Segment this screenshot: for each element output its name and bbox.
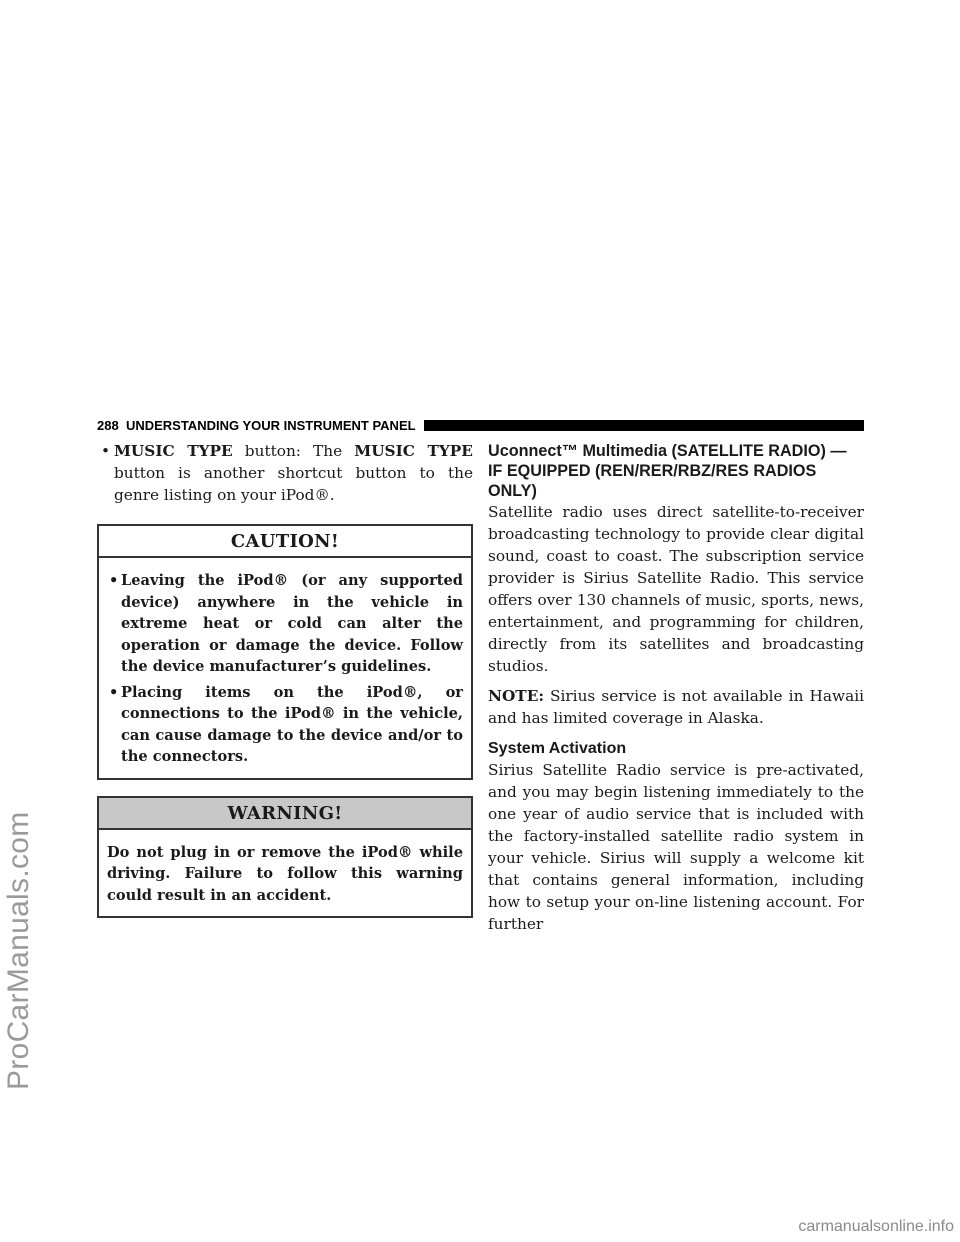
caution-title: CAUTION! — [99, 526, 471, 558]
section-title: UNDERSTANDING YOUR INSTRUMENT PANEL — [125, 417, 416, 433]
side-watermark: ProCarManuals.com — [2, 811, 35, 1090]
caution-item — [107, 682, 463, 768]
page-number: 288 — [97, 417, 119, 433]
page-header — [97, 416, 864, 434]
bullet-mark: • — [109, 572, 119, 589]
activation-paragraph: Sirius Satellite Radio service is pre-activated, and you may begin listening immediately to the one year of audio service that is included with the factory-installed satellite radio system in your vehicle. Sirius will supply a welcome kit that contains general information, including how to setup your on-line listening account. For further — [488, 761, 864, 933]
music-type-label-2: MUSIC TYPE — [354, 442, 473, 460]
caution-item-text: Placing items on the iPod®, or connections to the iPod® in the vehicle, can cause damage to the device and/or to the connectors. — [121, 683, 463, 765]
warning-text: Do not plug in or remove the iPod® while driving. Failure to follow this warning could result in an accident. — [107, 843, 463, 904]
section-heading: Uconnect™ Multimedia (SATELLITE RADIO) — IF EQUIPPED (REN/RER/RBZ/RES RADIOS ONLY) — [488, 442, 847, 500]
music-type-bullet — [97, 440, 473, 506]
warning-title: WARNING! — [99, 798, 471, 830]
music-type-label: MUSIC TYPE — [114, 442, 233, 460]
note-paragraph — [488, 685, 864, 729]
bullet-text-rest: button is another shortcut button to the genre listing on your iPod®. — [114, 464, 473, 504]
bullet-mark: • — [101, 442, 111, 460]
caution-item-text: Leaving the iPod® (or any supported device) anywhere in the vehicle in extreme heat or cold can alter the operation or damage the device. Follow the device manufacturer’s guidelines. — [121, 572, 463, 675]
note-label: NOTE: — [488, 687, 544, 705]
subheading: System Activation — [488, 740, 627, 757]
warning-box — [97, 796, 473, 919]
bullet-mark: • — [109, 683, 119, 701]
header-text — [97, 418, 424, 433]
caution-body — [99, 558, 471, 778]
bottom-watermark: carmanualsonline.info — [798, 1218, 954, 1235]
note-text: Sirius service is not available in Hawaii and has limited coverage in Alaska. — [488, 687, 864, 727]
header-rule — [424, 420, 864, 431]
caution-item — [107, 570, 463, 678]
right-column — [488, 440, 864, 935]
left-column — [97, 440, 473, 918]
bullet-text-mid: button: The — [232, 442, 355, 460]
caution-box — [97, 524, 473, 780]
intro-paragraph: Satellite radio uses direct satellite-to-receiver broadcasting technology to provide clear digital sound, coast to coast. The subscription service provider is Sirius Satellite Radio. This service offers over 130 channels of music, sports, news, entertainment, and programming for children, directly from its satellites and broadcasting studios. — [488, 503, 864, 675]
